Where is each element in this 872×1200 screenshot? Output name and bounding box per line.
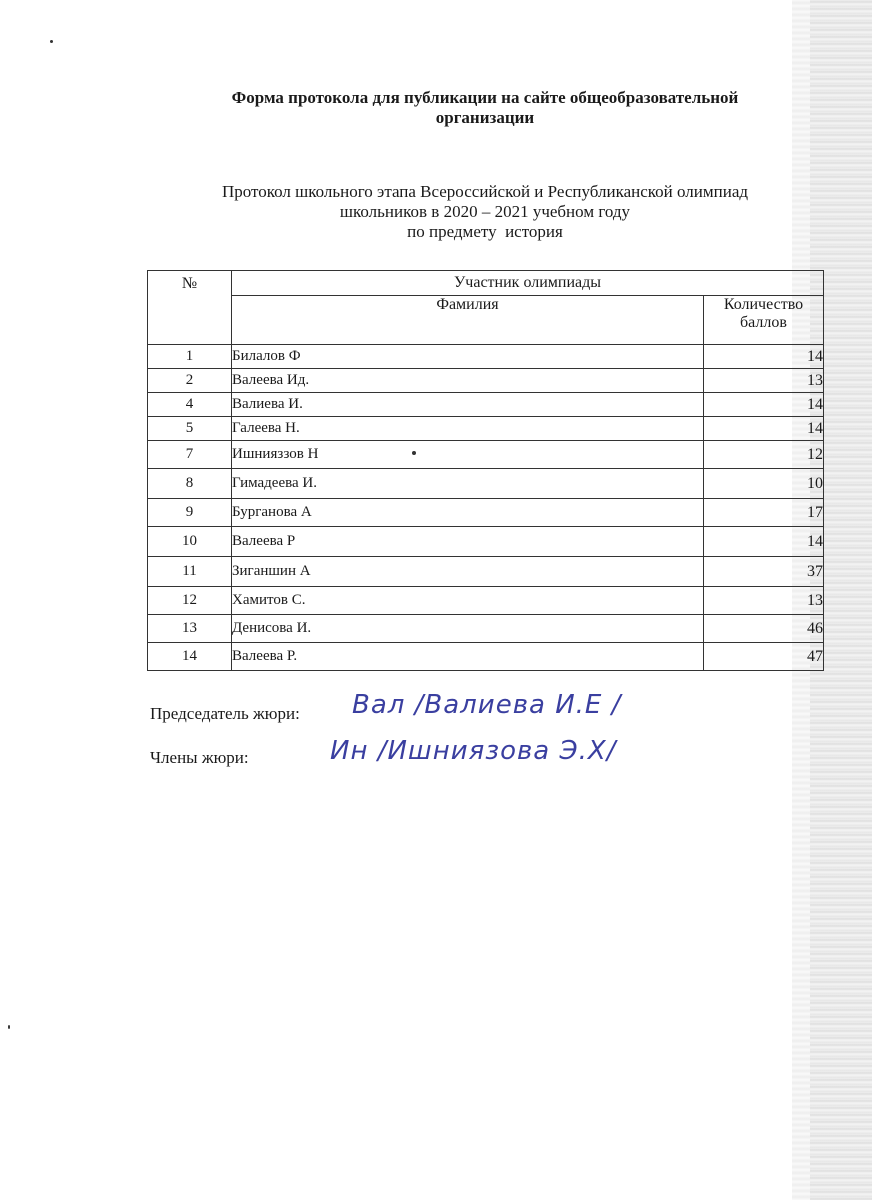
row-number: 9	[148, 499, 232, 527]
surname-column-header: Фамилия	[232, 296, 704, 345]
participant-score: 14	[703, 345, 823, 369]
score-header-line-2: баллов	[740, 314, 787, 331]
row-number: 13	[148, 615, 232, 643]
table-row	[148, 643, 824, 671]
participant-score: 17	[703, 499, 823, 527]
participant-surname: Денисова И.	[232, 615, 704, 643]
scan-speck	[8, 1025, 10, 1029]
row-number: 2	[148, 369, 232, 393]
row-number: 1	[148, 345, 232, 369]
table-row	[148, 417, 824, 441]
table-row	[148, 393, 824, 417]
participant-group-header: Участник олимпиады	[232, 271, 824, 296]
participant-surname: Валеева Ид.	[232, 369, 704, 393]
participant-surname: Валиева И.	[232, 393, 704, 417]
number-column-header: №	[148, 271, 232, 345]
jury-chair-signature: Вал /Валиева И.Е /	[352, 690, 622, 720]
table-row	[148, 345, 824, 369]
title-line-1: Форма протокола для публикации на сайте общеобразовательной	[231, 88, 739, 107]
participant-score: 46	[703, 615, 823, 643]
participant-score: 14	[703, 393, 823, 417]
results-table	[147, 270, 824, 671]
participant-score: 13	[703, 369, 823, 393]
row-number: 12	[148, 587, 232, 615]
row-number: 5	[148, 417, 232, 441]
score-column-header	[703, 296, 823, 345]
jury-chair-label: Председатель жюри:	[150, 704, 300, 723]
participant-surname: Билалов Ф	[232, 345, 704, 369]
protocol-heading	[140, 182, 830, 242]
row-number: 14	[148, 643, 232, 671]
row-number: 8	[148, 469, 232, 499]
table-row	[148, 587, 824, 615]
subtitle-line-3: по предмету история	[407, 222, 563, 241]
row-number: 11	[148, 557, 232, 587]
row-number: 10	[148, 527, 232, 557]
table-row	[148, 615, 824, 643]
score-header-line-1: Количество	[723, 296, 804, 313]
subtitle-line-2: школьников в 2020 – 2021 учебном году	[339, 202, 631, 221]
participant-surname: Бурганова А	[232, 499, 704, 527]
participant-score: 12	[703, 441, 823, 469]
jury-members-signature: Ин /Ишниязова Э.Х/	[330, 736, 617, 766]
participant-surname: Валеева Р.	[232, 643, 704, 671]
participant-score: 37	[703, 557, 823, 587]
title-line-2: организации	[435, 108, 535, 127]
participant-surname: Гимадеева И.	[232, 469, 704, 499]
participant-surname: Зиганшин А	[232, 557, 704, 587]
participant-score: 14	[703, 527, 823, 557]
jury-members-label: Члены жюри:	[150, 748, 249, 767]
row-number: 7	[148, 441, 232, 469]
subtitle-line-1: Протокол школьного этапа Всероссийской и Республиканской олимпиад	[221, 182, 749, 201]
participant-score: 14	[703, 417, 823, 441]
table-row	[148, 499, 824, 527]
scan-speck	[50, 40, 53, 43]
participant-surname: Галеева Н.	[232, 417, 704, 441]
table-row	[148, 527, 824, 557]
document-title	[140, 88, 830, 128]
participant-score: 13	[703, 587, 823, 615]
participant-surname: Валеева Р	[232, 527, 704, 557]
participant-score: 47	[703, 643, 823, 671]
participant-surname: Хамитов С.	[232, 587, 704, 615]
table-row	[148, 557, 824, 587]
participant-score: 10	[703, 469, 823, 499]
participant-surname: Ишнияззов Н	[232, 441, 704, 469]
table-row	[148, 469, 824, 499]
table-row	[148, 441, 824, 469]
table-row	[148, 369, 824, 393]
row-number: 4	[148, 393, 232, 417]
